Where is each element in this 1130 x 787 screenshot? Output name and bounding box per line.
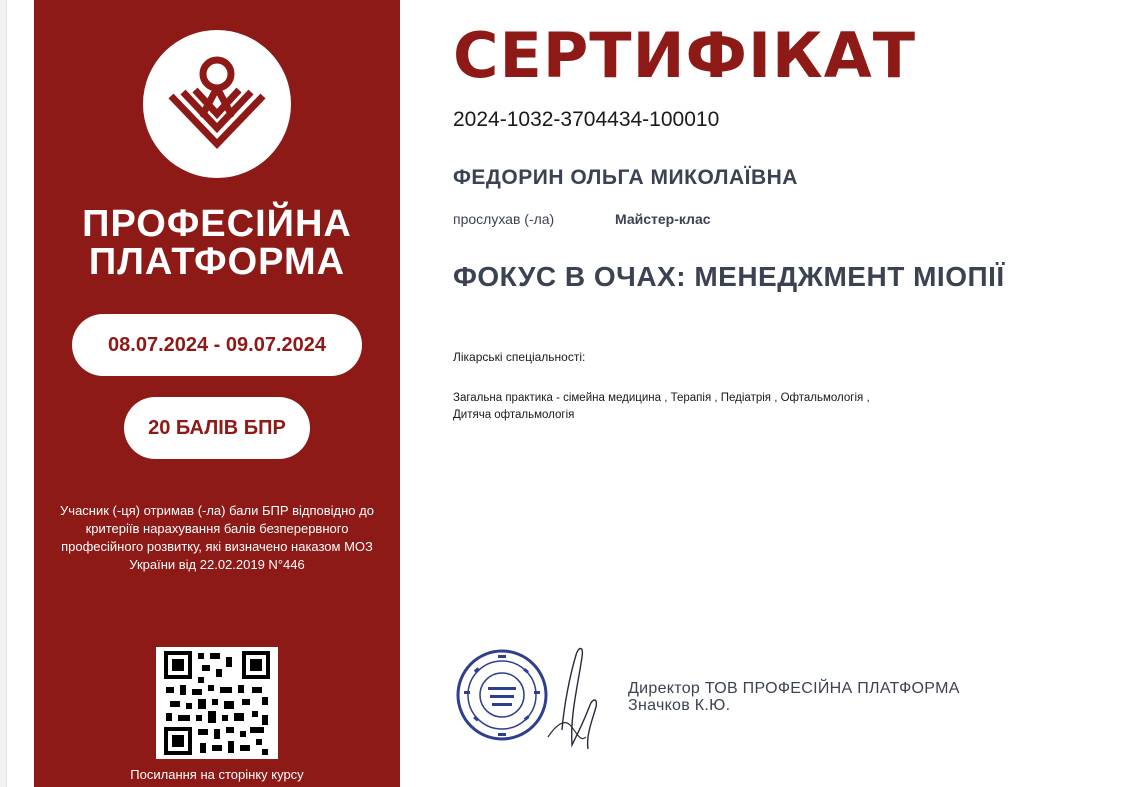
platform-name (34, 205, 400, 281)
qr-code-icon[interactable] (156, 647, 278, 759)
director-title: Директор ТОВ ПРОФЕСІЙНА ПЛАТФОРМА (628, 680, 960, 697)
round-stamp-icon (452, 625, 612, 765)
director-signature-block (628, 680, 960, 714)
platform-name-line1: ПРОФЕСІЙНА (82, 203, 352, 245)
course-title: ФОКУС В ОЧАХ: МЕНЕДЖМЕНТ МІОПІЇ (453, 261, 1005, 292)
platform-name-line2: ПЛАТФОРМА (88, 241, 346, 283)
director-name: Значков К.Ю. (628, 697, 731, 714)
event-type: Майстер-клас (615, 211, 711, 227)
cpd-note: Учасник (-ця) отримав (-ла) бали БПР відповідно до критеріїв нарахування балів безперервного професійного розвитку, які визначено наказом МОЗ України від 22.02.2019 N°446 (60, 503, 374, 572)
event-dates-badge: 08.07.2024 - 09.07.2024 (72, 314, 362, 376)
platform-logo-icon (143, 30, 291, 178)
specialties-label: Лікарські спеціальності: (453, 350, 586, 364)
course-link-label[interactable]: Посилання на сторінку курсу (130, 767, 304, 782)
page-edge (0, 0, 7, 787)
certificate-number: 2024-1032-3704434-100010 (453, 108, 720, 131)
sidebar-panel (34, 0, 400, 787)
attended-label: прослухав (-ла) (453, 211, 555, 227)
recipient-name: ФЕДОРИН ОЛЬГА МИКОЛАЇВНА (453, 166, 798, 189)
specialties-list: Загальна практика - сімейна медицина , Терапія , Педіатрія , Офтальмологія , Дитяча офтальмологія (453, 392, 870, 421)
certificate-title: СЕРТИФІКАТ (453, 19, 916, 92)
cpd-points-badge: 20 БАЛІВ БПР (124, 397, 310, 459)
